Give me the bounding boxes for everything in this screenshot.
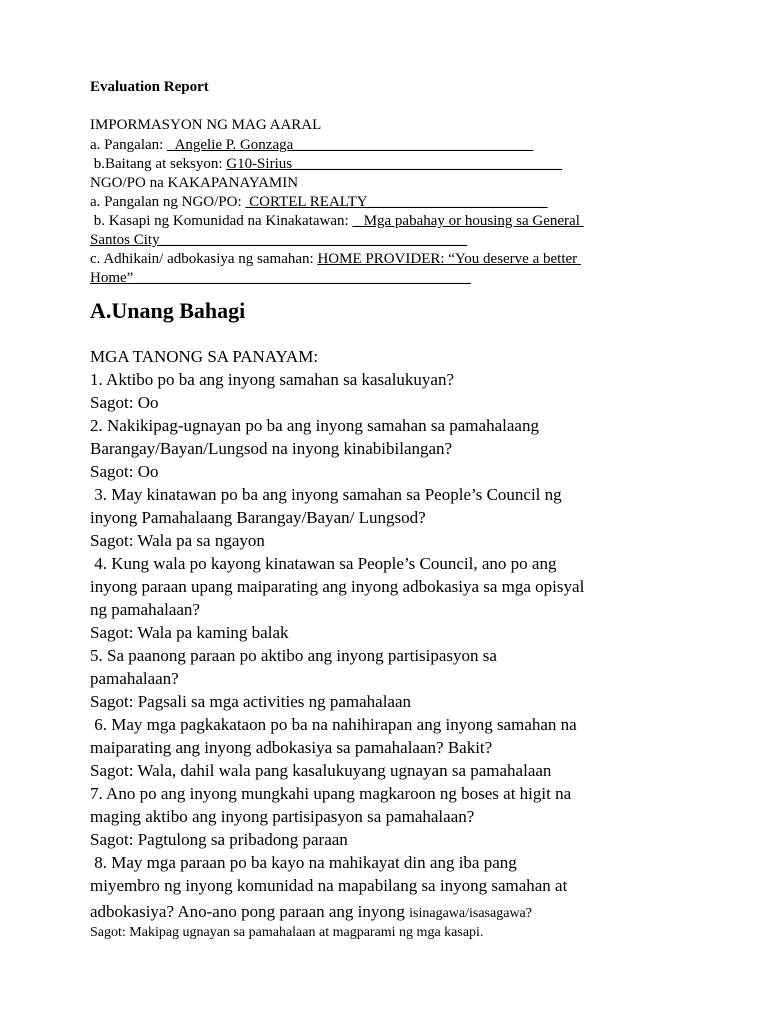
member-label: b. Kasapi ng Komunidad na Kinakatawan: bbox=[90, 213, 353, 229]
name-row bbox=[90, 138, 533, 153]
interview-line: adbokasiya? Ano-ano pong paraan ang inyong isinagawa/isasagawa? bbox=[90, 902, 532, 921]
question-line: 7. Ano po ang inyong mungkahi upang magkaroon ng boses at higit na bbox=[90, 784, 572, 803]
answer-line: Sagot: Wala pa kaming balak bbox=[90, 623, 289, 642]
ngo-name-value: CORTEL REALTY________________________ bbox=[245, 194, 548, 210]
question-line: inyong paraan upang maiparating ang inyong adbokasiya sa mga opisyal bbox=[90, 577, 585, 596]
question-line: 3. May kinatawan po ba ang inyong samahan sa People’s Council ng bbox=[90, 485, 562, 504]
advocacy-value: HOME PROVIDER: “You deserve a better bbox=[317, 251, 581, 267]
question-line: 8. May mga paraan po ba kayo na mahikayat din ang iba pang bbox=[90, 853, 517, 872]
question-line: 2. Nakikipag-ugnayan po ba ang inyong samahan sa pamahalaang bbox=[90, 416, 539, 435]
question-line: Barangay/Bayan/Lungsod na inyong kinabibilangan? bbox=[90, 439, 453, 458]
answer-line: Sagot: Pagtulong sa pribadong paraan bbox=[90, 830, 348, 849]
answer-line: Sagot: Oo bbox=[90, 393, 159, 412]
answer-line: Sagot: Oo bbox=[90, 462, 159, 481]
member-value: _Mga pabahay or housing sa General bbox=[352, 213, 584, 229]
answer-line: Sagot: Wala pa sa ngayon bbox=[90, 531, 265, 550]
question-line: inyong Pamahalaang Barangay/Bayan/ Lungsod? bbox=[90, 508, 426, 527]
question-line: ng pamahalaan? bbox=[90, 600, 200, 619]
grade-value: G10-Sirius____________________________________ bbox=[226, 156, 563, 172]
report-title: Evaluation Report bbox=[90, 79, 209, 95]
question-line: 1. Aktibo po ba ang inyong samahan sa kasalukuyan? bbox=[90, 370, 455, 389]
question-line: 5. Sa paanong paraan po aktibo ang inyong partisipasyon sa bbox=[90, 646, 497, 665]
answer-line: Sagot: Pagsali sa mga activities ng pamahalaan bbox=[90, 692, 412, 711]
ngo-heading: NGO/PO na KAKAPANAYAMIN bbox=[90, 175, 299, 191]
name-value: _Angelie P. Gonzaga________________________________ bbox=[167, 137, 534, 153]
student-info-heading: IMPORMASYON NG MAG AARAL bbox=[90, 117, 322, 133]
advocacy-row bbox=[90, 252, 581, 267]
ngo-name-row bbox=[90, 195, 548, 210]
member-value-cont: Santos City_________________________________________ bbox=[90, 232, 468, 248]
advocacy-value-cont: Home”_____________________________________________ bbox=[90, 270, 471, 286]
question-line: miyembro ng inyong komunidad na mapabilang sa inyong samahan at bbox=[90, 876, 568, 895]
name-label: a. Pangalan: bbox=[90, 137, 168, 153]
question-line: 4. Kung wala po kayong kinatawan sa People’s Council, ano po ang bbox=[90, 554, 557, 573]
grade-label: b.Baitang at seksyon: bbox=[90, 156, 227, 172]
section-title: A.Unang Bahagi bbox=[90, 298, 246, 323]
questions-heading: MGA TANONG SA PANAYAM: bbox=[90, 347, 319, 366]
answer-line: Sagot: Wala, dahil wala pang kasalukuyang ugnayan sa pamahalaan bbox=[90, 761, 552, 780]
final-answer: Sagot: Makipag ugnayan sa pamahalaan at magparami ng mga kasapi. bbox=[90, 925, 484, 940]
member-row bbox=[90, 214, 584, 229]
question-line: maiparating ang inyong adbokasiya sa pamahalaan? Bakit? bbox=[90, 738, 493, 757]
question-line: 6. May mga pagkakataon po ba na nahihirapan ang inyong samahan na bbox=[90, 715, 577, 734]
question-line: maging aktibo ang inyong partisipasyon sa pamahalaan? bbox=[90, 807, 475, 826]
question-line: pamahalaan? bbox=[90, 669, 179, 688]
ngo-name-label: a. Pangalan ng NGO/PO: bbox=[90, 194, 246, 210]
advocacy-label: c. Adhikain/ adbokasiya ng samahan: bbox=[90, 251, 318, 267]
grade-row bbox=[90, 157, 562, 172]
